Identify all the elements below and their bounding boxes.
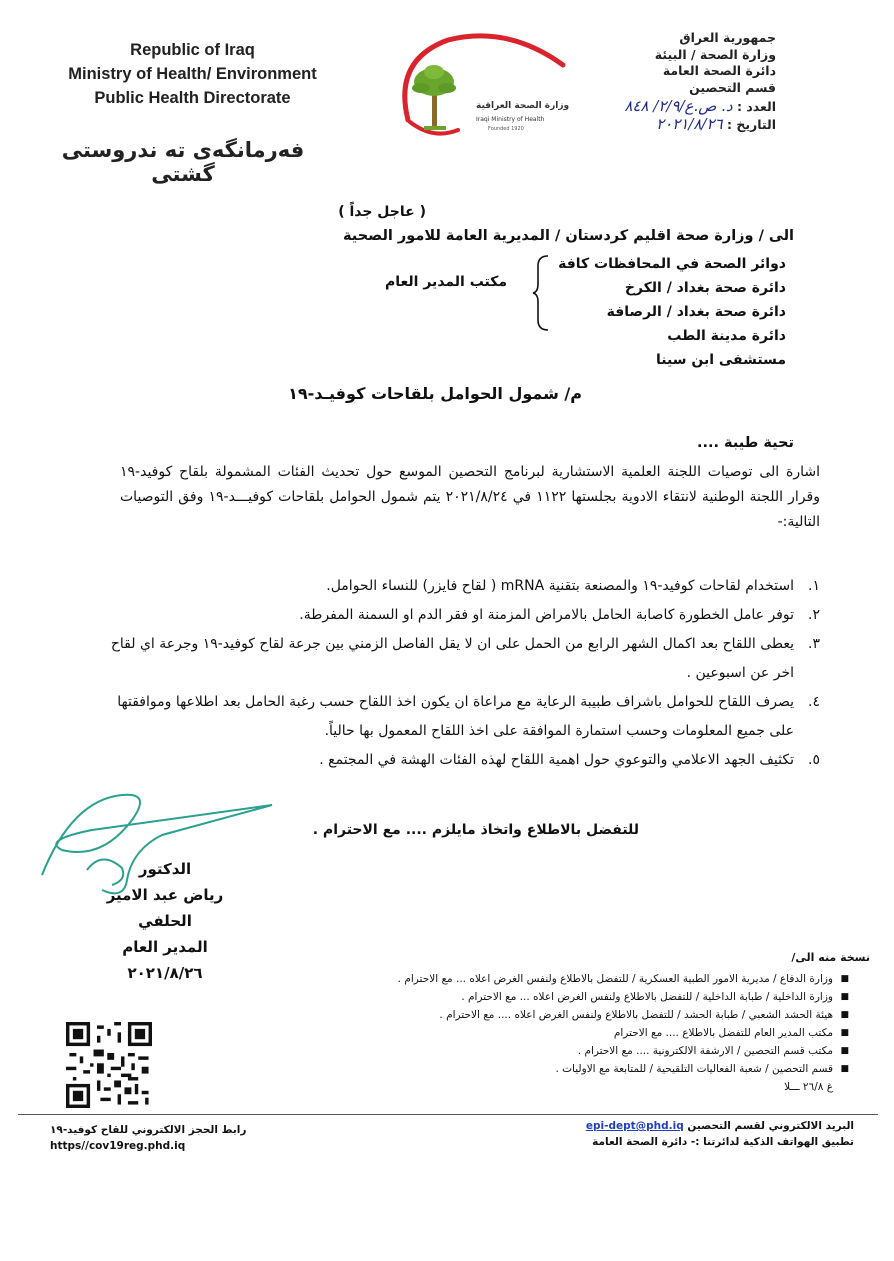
reference-number	[576, 98, 776, 116]
arabic-line-country: جمهورية العراق	[679, 30, 776, 45]
footer-divider	[18, 1114, 878, 1115]
copy-item	[398, 1006, 849, 1024]
item-text: يصرف اللقاح للحوامل باشراف طبيبة الرعاية مع مراعاة ان يكون اخذ اللقاح حسب رغبة الحامل بعد اطلاعها وموافقتها على جميع المعلومات وحسب استمارة الموافقة على اخذ اللقاح المعمول بها حالياً.	[117, 694, 794, 739]
ref-label: العدد :	[736, 99, 776, 114]
logo-text-arabic: وزارة الصحة العراقية	[476, 101, 570, 111]
copy-text: وزارة الداخلية / طبابة الداخلية / للتفضل بالاطلاع ولنفس الغرض اعلاه ... مع الاحترام .	[461, 991, 833, 1003]
logo-founded: Founded 1920	[488, 126, 524, 132]
copy-item	[398, 1024, 849, 1042]
kurdish-header: فەرمانگەی تە ندروستی گشتی	[61, 138, 305, 186]
item-number: ١.	[808, 578, 820, 594]
bullet-icon: ■	[840, 974, 849, 984]
copy-text: مكتب المدير العام للتفضل بالاطلاع .... مع الاحترام	[613, 1027, 833, 1039]
closing-line: للتفضل بالاطلاع واتخاذ مايلزم .... مع الاحترام .	[312, 822, 639, 838]
booking-label: رابط الحجز الالكتروني للقاح كوفيد-١٩	[50, 1124, 247, 1136]
english-header	[40, 38, 345, 110]
copies-list	[398, 970, 849, 1096]
recipient-item: دائرة صحة بغداد / الكرخ	[624, 280, 786, 296]
app-line: تطبيق الهواتف الذكية لدائرتنا :- دائرة الصحة العامة	[592, 1136, 854, 1148]
signer-name: رياض عبد الامير الحلفي	[106, 886, 224, 930]
recipients-list	[558, 252, 786, 372]
arabic-line-directorate: دائرة الصحة العامة	[662, 63, 776, 78]
copy-item	[398, 970, 849, 988]
copies-title: نسخة منه الى/	[791, 951, 870, 964]
copy-item	[398, 1060, 849, 1078]
email-label: البريد الالكتروني لقسم التحصين	[687, 1120, 854, 1132]
recipient-item: مستشفى ابن سينا	[656, 352, 786, 368]
arabic-line-ministry: وزارة الصحة / البيئة	[654, 46, 776, 62]
arabic-header	[576, 30, 776, 133]
email-row	[534, 1118, 854, 1134]
logo-text-english: Iraqi Ministry of Health	[476, 116, 545, 123]
contact-info	[534, 1118, 854, 1150]
copy-item	[398, 1042, 849, 1060]
document-date	[576, 116, 776, 134]
copy-item	[398, 988, 849, 1006]
recipient-item: دوائر الصحة في المحافظات كافة	[558, 256, 786, 272]
copy-text: مكتب قسم التحصين / الارشفة الالكترونية .... مع الاحترام .	[577, 1045, 833, 1057]
body-paragraph: اشارة الى توصيات اللجنة العلمية الاستشارية لبرنامج التحصين الموسع حول تحديث الفئات المشمولة بلقاح كوفيد-١٩ وقرار اللجنة الوطنية لانتقاء الادوية بجلستها ١١٢٢ في ٢٠٢١/٨/٢٤ يتم شمول الحوامل بلقاحات كوفيـــد-١٩ وفق التوصيات التالية:-	[120, 464, 820, 530]
item-number: ٣.	[808, 636, 820, 652]
list-item	[90, 746, 820, 775]
item-text: استخدام لقاحات كوفيد-١٩ والمصنعة بتقنية mRNA ( لقاح فايزر) للنساء الحوامل.	[326, 578, 794, 594]
item-text: تكثيف الجهد الاعلامي والتوعوي حول اهمية اللقاح لهذه الفئات الهشة في المجتمع .	[319, 752, 794, 768]
item-number: ٢.	[808, 607, 820, 623]
item-text: يعطى اللقاح بعد اكمال الشهر الرابع من الحمل على ان لا يقل الفاصل الزمني بين جرعة لقاح كوفيد-١٩ وجرعة اي لقاح اخر عن اسبوعين .	[110, 636, 794, 681]
english-line-ministry: Ministry of Health/ Environment	[68, 65, 317, 83]
booking-url[interactable]: https//cov19reg.phd.iq	[50, 1140, 186, 1152]
booking-info	[50, 1122, 246, 1154]
list-item	[90, 601, 820, 630]
urgent-label: ( عاجل جداً )	[338, 204, 426, 220]
subject-line: م/ شمول الحوامل بلقاحات كوفيـد-١٩	[288, 384, 582, 403]
recipient-item: دائرة صحة بغداد / الرصافة	[606, 304, 786, 320]
item-number: ٥.	[808, 752, 820, 768]
recommendations-list	[90, 572, 820, 775]
copy-text: هيئة الحشد الشعبي / طبابة الحشد / للتفضل بالاطلاع ولنفس الغرض اعلاه .... مع الاحترام .	[439, 1009, 833, 1021]
english-line-directorate: Public Health Directorate	[94, 89, 291, 107]
recipient-item: دائرة مدينة الطب	[667, 328, 786, 344]
copy-text: قسم التحصين / شعبة الفعاليات التلقيحية / للمتابعة مع الاوليات .	[555, 1063, 833, 1075]
item-number: ٤.	[808, 694, 820, 710]
list-item	[90, 688, 820, 746]
addressee-line: الى / وزارة صحة اقليم كردستان / المديرية العامة للامور الصحية	[343, 228, 794, 244]
gm-office-label: مكتب المدير العام	[385, 274, 508, 290]
bullet-icon: ■	[840, 992, 849, 1002]
bullet-icon: ■	[840, 1064, 849, 1074]
palm-tree-icon	[412, 65, 456, 130]
ministry-logo	[388, 30, 583, 140]
date-label: التاريخ :	[726, 116, 776, 132]
english-line-country: Republic of Iraq	[130, 41, 255, 59]
list-item	[90, 630, 820, 688]
greeting: تحية طيبة ....	[696, 435, 794, 451]
ref-value: د. ص.ع/٢/٩/ ٨٤٨	[624, 97, 733, 115]
email-link[interactable]: epi-dept@phd.iq	[585, 1120, 684, 1132]
bullet-icon: ■	[840, 1046, 849, 1056]
brace-icon	[532, 254, 552, 332]
qr-code-icon	[66, 1022, 152, 1108]
signature-block	[100, 856, 230, 986]
copy-text: وزارة الدفاع / مديرية الامور الطبية العسكرية / للتفضل بالاطلاع ولنفس الغرض اعلاه ... مع الاحترام .	[397, 973, 833, 985]
item-text: توفر عامل الخطورة كاصابة الحامل بالامراض المزمنة او فقر الدم او السمنة المفرطة.	[299, 607, 794, 623]
list-item	[90, 572, 820, 601]
signature-date: ٢٠٢١/٨/٢٦	[127, 964, 203, 982]
bullet-icon: ■	[840, 1010, 849, 1020]
bullet-icon: ■	[840, 1028, 849, 1038]
arabic-line-department: قسم التحصين	[689, 79, 776, 95]
copies-reference: غ ٢٦/٨ ـــلا	[784, 1081, 833, 1093]
signer-title: الدكتور	[138, 860, 192, 878]
signer-position: المدير العام	[122, 938, 208, 956]
date-value: ٢٠٢١/٨/٢٦	[656, 114, 723, 133]
